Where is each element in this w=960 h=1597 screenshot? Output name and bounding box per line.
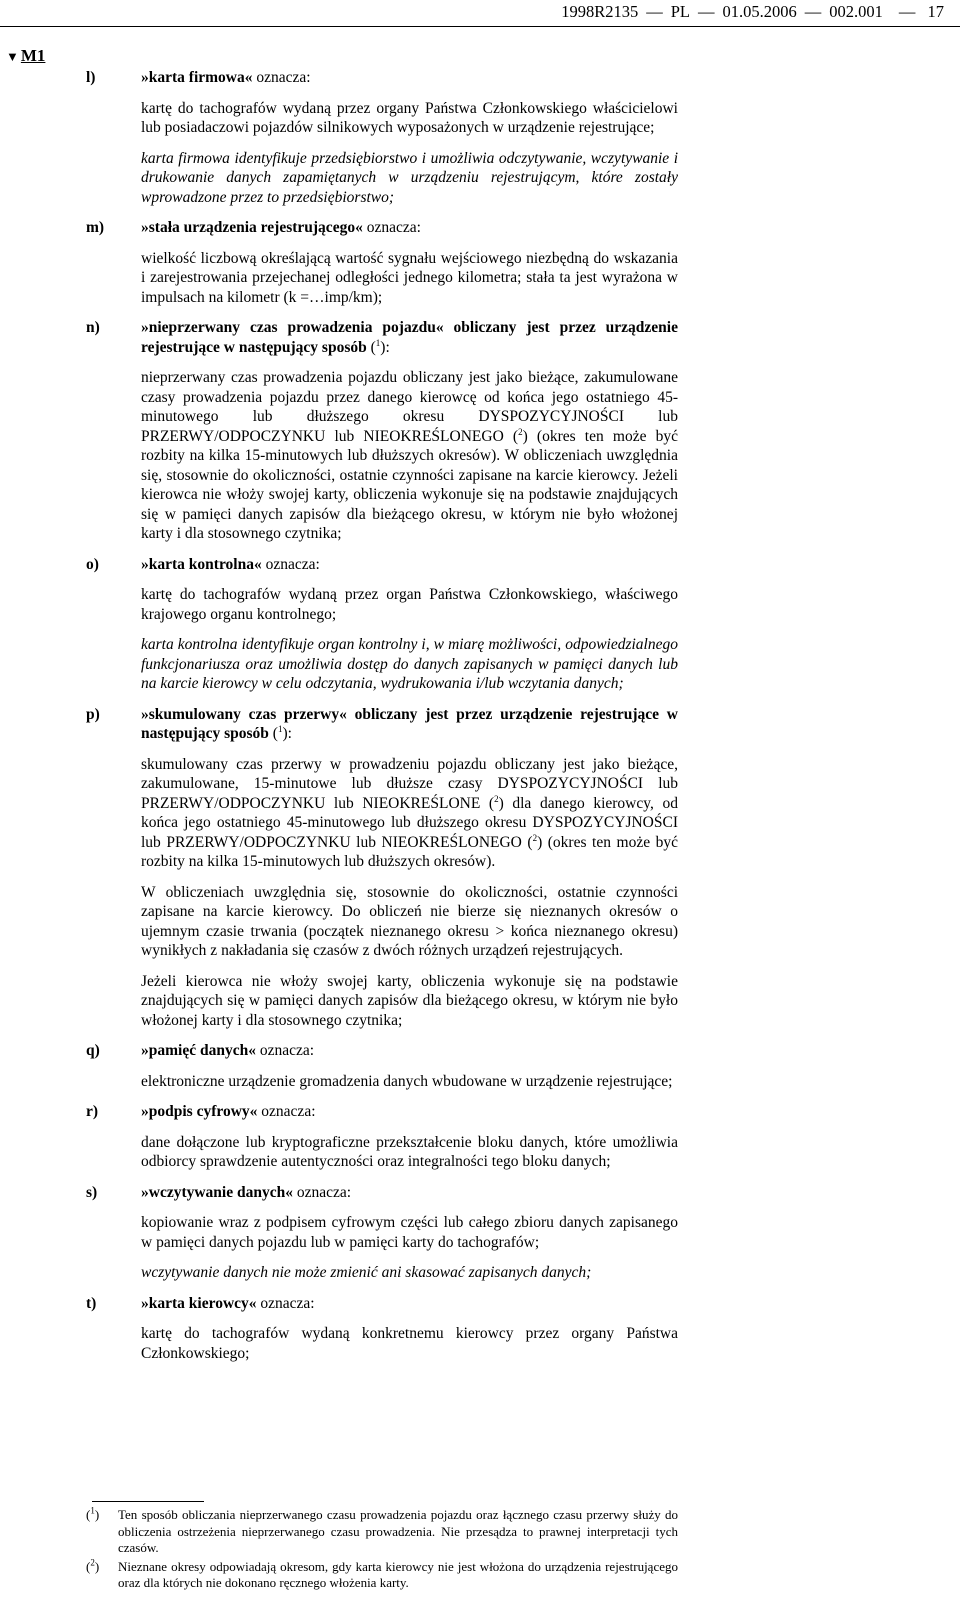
definition-term: »pamięć danych« oznacza: — [141, 1042, 315, 1059]
language-code: PL — [670, 2, 690, 21]
doc-id: 1998R2135 — [561, 2, 639, 21]
definition-text: skumulowany czas przerwy w prowadzeniu pojazdu obliczany jest jako bieżące, zakumulowane, 15-minutowe lub dłuższe czasy DYSPOZYCYJNOŚCI lub PRZERWY/ODPOCZYNKU lub NIEOKREŚLONE ($^2$) dla danego kierowcy, od końca jego ostatniego 45-minutowego lub dłuższego okresu DYSPOZYCYJNOŚCI lub PRZERWY/ODPOCZYNKU lub NIEOKREŚLONEGO ($^2$) (okres ten może być rozbity na kilka 15-minutowych lub dłuższych okresów). — [141, 755, 678, 870]
footnote-rule — [92, 1501, 204, 1502]
definition-m — [86, 218, 678, 307]
definition-text: kopiowanie wraz z podpisem cyfrowym części lub całego zbioru danych zapisanego w pamięci danych pojazdu lub w pamięci karty do tachografów; — [141, 1214, 678, 1251]
page-number: 17 — [927, 2, 944, 21]
footnote-number: 1 — [90, 1505, 95, 1516]
definition-text-italic: karta firmowa identyfikuje przedsiębiorstwo i umożliwia odczytywanie, wczytywanie i drukowanie danych zapamiętanych w urządzeniu rejestrującym, które zostały wprowadzone przez to przedsiębiorstwo; — [141, 149, 678, 206]
footnote-ref: 2 — [532, 832, 538, 843]
definition-text: dane dołączone lub kryptograficzne przekształcenie bloku danych, które umożliwia odbiorcy sprawdzenie autentyczności oraz integralności tego bloku danych; — [141, 1133, 678, 1170]
definition-text-italic: wczytywanie danych nie może zmienić ani skasować zapisanych danych; — [141, 1264, 592, 1281]
footnote-ref: 1 — [375, 337, 381, 348]
item-letter: m) — [86, 219, 105, 236]
footnote-text: Nieznane okresy odpowiadają okresom, gdy karta kierowcy nie jest włożona do urządzenia rejestrującego oraz dla których nie dokonano ręcznego włożenia karty. — [118, 1558, 678, 1590]
definition-term: »nieprzerwany czas prowadzenia pojazdu« obliczany jest przez urządzenie rejestrujące w następujący sposób ($^1$): — [141, 319, 678, 356]
footnote-ref: 2 — [494, 793, 499, 804]
footnote-text: Ten sposób obliczania nieprzerwanego czasu prowadzenia pojazdu oraz łącznego czasu przerwy służy do obliczenia ostrzeżenia nieprzerwanego czasu prowadzenia. Nie przesądza to prawnej interpretacji tych czasów. — [118, 1507, 678, 1555]
definition-text: wielkość liczbową określającą wartość sygnału wejściowego niezbędną do wskazania i zarejestrowania przejechanej odległości jednego kilometra; stała ta jest wyrażona w impulsach na kilometr (k =…imp/km); — [141, 249, 678, 306]
item-letter: t) — [86, 1294, 97, 1312]
doc-date: 01.05.2006 — [722, 2, 797, 21]
definition-term: »stała urządzenia rejestrującego« oznacza: — [141, 219, 421, 236]
item-letter: o) — [86, 555, 99, 573]
amendment-marker — [6, 46, 45, 66]
doc-version: 002.001 — [829, 2, 883, 21]
footnote-ref: 1 — [277, 723, 283, 734]
item-letter: q) — [86, 1042, 100, 1059]
definition-s — [86, 1183, 678, 1283]
item-letter: s) — [86, 1183, 98, 1201]
definition-term: »karta kontrolna« oznacza: — [141, 555, 320, 573]
definition-term: »karta firmowa« oznacza: — [141, 69, 311, 86]
definition-r — [86, 1102, 678, 1172]
item-letter: r) — [86, 1103, 99, 1120]
triangle-down-icon: ▼ — [6, 49, 19, 64]
definition-text: elektroniczne urządzenie gromadzenia danych wbudowane w urządzenie rejestrujące; — [141, 1072, 673, 1090]
definition-o — [86, 555, 678, 694]
item-letter: p) — [86, 705, 100, 723]
page-header: 1998R2135 — PL — 01.05.2006 — 002.001 — 17 — [561, 2, 944, 21]
definition-text: nieprzerwany czas prowadzenia pojazdu obliczany jest jako bieżące, zakumulowane czasy prowadzenia pojazdu przez danego kierowcę od końca jego ostatniego 45-minutowego lub dłuższego okresu DYSPOZYCYJNOŚCI lub PRZERWY/ODPOCZYNKU lub NIEOKREŚLONEGO ($^2$) (okres ten może być rozbity na kilka 15-minutowych lub dłuższych okresów). W obliczeniach uwzględnia się, stosownie do okoliczności, ostatnie czynności zapisane na karcie kierowcy. Jeżeli kierowca nie włoży swojej karty, obliczenia wykonuje się na podstawie znajdujących się w pamięci danych zapisów dla bieżącego okresu, w którym nie było włożonej karty i dla stosownego czytnika; — [141, 369, 679, 542]
header-rule — [0, 26, 960, 27]
definition-q — [86, 1041, 678, 1091]
definition-p — [86, 705, 678, 1031]
definition-text: kartę do tachografów wydaną przez organ Państwa Członkowskiego, właściwego krajowego organu kontrolnego; — [141, 586, 678, 623]
definition-text-italic: karta kontrolna identyfikuje organ kontrolny i, w miarę możliwości, odpowiedzialnego funkcjonariusza oraz umożliwia dostęp do danych zapisanych w pamięci danych lub na karcie kierowcy w celu odczytania, wydrukowania i/lub wczytania danych; — [141, 636, 678, 692]
definition-text: Jeżeli kierowca nie włoży swojej karty, obliczenia wykonuje się na podstawie znajdujących się w pamięci danych zapisów dla bieżącego okresu, w którym nie było włożonej karty i dla stosownego czytnika; — [141, 972, 678, 1029]
definition-term: »wczytywanie danych« oznacza: — [141, 1183, 352, 1201]
definitions-list — [86, 68, 678, 1363]
footnote-ref: 2 — [518, 426, 523, 437]
definition-term: »skumulowany czas przerwy« obliczany jest przez urządzenie rejestrujące w następujący sposób ($^1$): — [141, 705, 678, 742]
definition-text: kartę do tachografów wydaną przez organy Państwa Członkowskiego właścicielowi lub posiadaczowi pojazdów silnikowych wyposażonych w urządzenie rejestrujące; — [141, 99, 678, 136]
item-letter: n) — [86, 319, 100, 336]
footnote: ($^2$) Nieznane okresy odpowiadają okresom, gdy karta kierowcy nie jest włożona do urządzenia rejestrującego oraz dla których nie dokonano ręcznego włożenia karty. — [86, 1557, 678, 1590]
footnotes — [86, 1507, 678, 1592]
footnote-number: 2 — [90, 1557, 95, 1568]
definition-text: W obliczeniach uwzględnia się, stosownie do okoliczności, ostatnie czynności zapisane na karcie kierowcy. Do obliczeń nie bierze się nieznanych okresów o ujemnym czasie trwania (początek nieznanego okresu > końca nieznanego okresu) wynikłych z nakładania się czasów z dwóch różnych urządzeń rejestrujących. — [141, 883, 678, 959]
definition-n — [86, 318, 678, 544]
item-letter: l) — [86, 69, 96, 86]
definition-text: kartę do tachografów wydaną konkretnemu kierowcy przez organy Państwa Członkowskiego; — [141, 1325, 678, 1362]
definition-t — [86, 1294, 678, 1364]
definition-term: »podpis cyfrowy« oznacza: — [141, 1103, 316, 1120]
definition-term: »karta kierowcy« oznacza: — [141, 1294, 315, 1312]
definition-l — [86, 68, 678, 207]
amendment-label: M1 — [20, 46, 46, 65]
footnote: ($^1$) Ten sposób obliczania nieprzerwanego czasu prowadzenia pojazdu oraz łącznego czasu przerwy służy do obliczenia ostrzeżenia nieprzerwanego czasu prowadzenia. Nie przesądza to prawnej interpretacji tych czasów. — [86, 1505, 678, 1555]
